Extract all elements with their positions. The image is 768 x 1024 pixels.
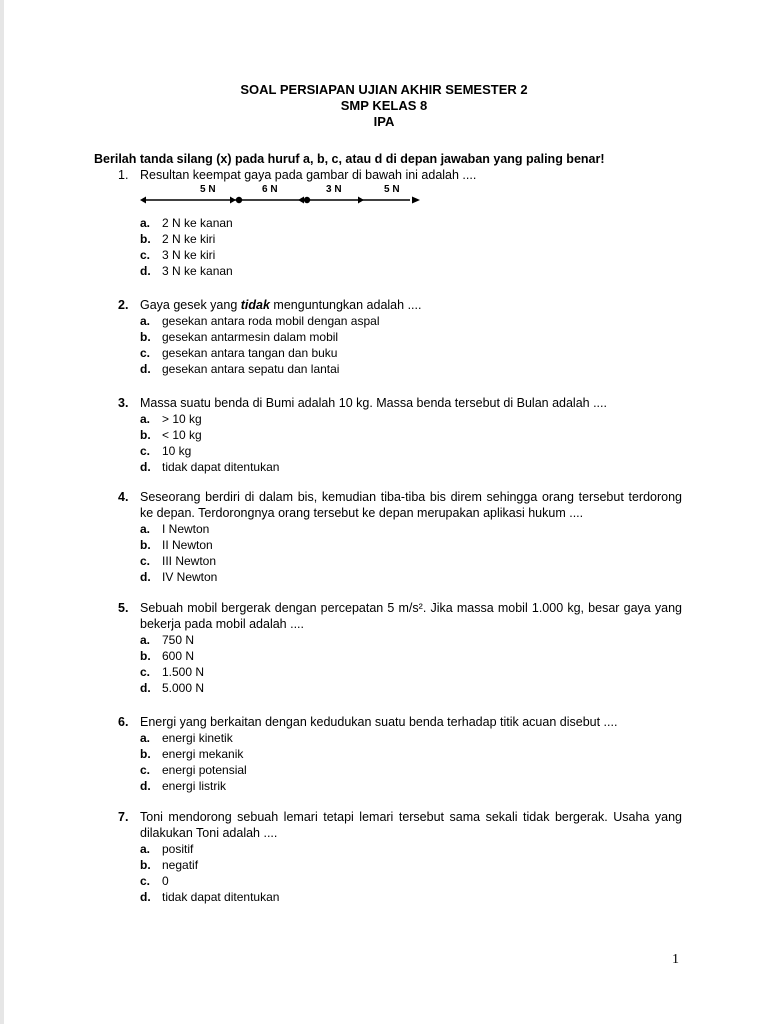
option-b[interactable]: b. energi mekanik <box>140 747 244 761</box>
option-a[interactable]: a. gesekan antara roda mobil dengan aspal <box>140 314 380 328</box>
header-class: SMP KELAS 8 <box>340 98 428 113</box>
option-c[interactable]: c. 0 <box>140 874 169 888</box>
option-a[interactable]: a. positif <box>140 842 194 856</box>
option-c[interactable]: c. 3 N ke kiri <box>140 248 216 262</box>
question-stem: Resultan keempat gaya pada gambar di bawah ini adalah .... <box>140 168 477 182</box>
options-list <box>140 411 682 475</box>
question-3 <box>118 395 682 475</box>
option-b[interactable]: b. 2 N ke kiri <box>140 232 216 246</box>
options-list <box>140 313 682 377</box>
arrow-right-icon <box>412 197 420 204</box>
force-label: 6 N <box>262 184 278 195</box>
options-list <box>140 730 682 794</box>
document-header <box>0 82 768 130</box>
options-list <box>140 215 682 279</box>
option-d[interactable]: d. 5.000 N <box>140 681 205 695</box>
header-subject: IPA <box>373 114 395 129</box>
question-6 <box>118 714 682 794</box>
question-number: 7. <box>118 810 129 824</box>
instruction-text: Berilah tanda silang (x) pada huruf a, b, c, atau d di depan jawaban yang paling benar! <box>94 152 605 166</box>
header-title: SOAL PERSIAPAN UJIAN AKHIR SEMESTER 2 <box>240 82 528 97</box>
option-b[interactable]: b. negatif <box>140 858 199 872</box>
option-a[interactable]: a. 750 N <box>140 633 195 647</box>
option-b[interactable]: b. < 10 kg <box>140 428 202 442</box>
option-d[interactable]: d. 3 N ke kanan <box>140 264 233 278</box>
options-list <box>140 632 682 696</box>
object-dot <box>236 197 242 203</box>
force-label: 3 N <box>326 184 342 195</box>
option-a[interactable]: a. I Newton <box>140 522 210 536</box>
option-d[interactable]: d. gesekan antara sepatu dan lantai <box>140 362 340 376</box>
question-5 <box>118 600 682 696</box>
force-label: 5 N <box>200 184 216 195</box>
question-stem: Gaya gesek yang tidak menguntungkan adalah .... <box>140 298 422 312</box>
arrow-left-icon <box>140 197 146 204</box>
arrow-left-icon <box>298 197 304 204</box>
option-c[interactable]: c. energi potensial <box>140 763 247 777</box>
option-c[interactable]: c. III Newton <box>140 554 217 568</box>
force-diagram <box>140 183 420 207</box>
question-number: 4. <box>118 490 129 504</box>
option-d[interactable]: d. tidak dapat ditentukan <box>140 890 280 904</box>
option-d[interactable]: d. IV Newton <box>140 570 218 584</box>
question-stem: Massa suatu benda di Bumi adalah 10 kg. Massa benda tersebut di Bulan adalah .... <box>140 396 607 410</box>
question-stem: Toni mendorong sebuah lemari tetapi lemari tersebut sama sekali tidak bergerak. Usaha yang dilakukan Toni adalah .... <box>140 810 682 840</box>
question-number: 2. <box>118 298 129 312</box>
option-b[interactable]: b. 600 N <box>140 649 195 663</box>
question-number: 3. <box>118 396 129 410</box>
question-7 <box>118 809 682 905</box>
object-dot <box>304 197 310 203</box>
option-b[interactable]: b. gesekan antarmesin dalam mobil <box>140 330 339 344</box>
question-stem: Seseorang berdiri di dalam bis, kemudian tiba-tiba bis direm sehingga orang tersebut terdorong ke depan. Terdorongnya orang tersebut ke depan merupakan aplikasi hukum .... <box>140 490 682 520</box>
question-number: 6. <box>118 715 129 729</box>
question-number: 1. <box>118 168 129 182</box>
question-1 <box>118 167 682 279</box>
page-number: 1 <box>672 952 679 967</box>
question-4 <box>118 489 682 585</box>
option-c[interactable]: c. gesekan antara tangan dan buku <box>140 346 338 360</box>
emphasis-word: tidak <box>240 298 270 312</box>
question-stem: Sebuah mobil bergerak dengan percepatan 5 m/s². Jika massa mobil 1.000 kg, besar gaya yang bekerja pada mobil adalah .... <box>140 601 682 631</box>
option-c[interactable]: c. 1.500 N <box>140 665 205 679</box>
option-a[interactable]: a. energi kinetik <box>140 731 233 745</box>
question-stem: Energi yang berkaitan dengan kedudukan suatu benda terhadap titik acuan disebut .... <box>140 715 618 729</box>
option-d[interactable]: d. energi listrik <box>140 779 227 793</box>
options-list <box>140 521 682 585</box>
question-2 <box>118 297 682 377</box>
force-diagram-svg <box>140 183 430 207</box>
force-label: 5 N <box>384 184 400 195</box>
option-b[interactable]: b. II Newton <box>140 538 213 552</box>
option-c[interactable]: c. 10 kg <box>140 444 192 458</box>
option-a[interactable]: a. 2 N ke kanan <box>140 216 233 230</box>
option-d[interactable]: d. tidak dapat ditentukan <box>140 460 280 474</box>
arrow-right-icon <box>230 197 236 204</box>
option-a[interactable]: a. > 10 kg <box>140 412 202 426</box>
options-list <box>140 841 682 905</box>
question-number: 5. <box>118 601 129 615</box>
arrow-right-icon <box>358 197 364 204</box>
